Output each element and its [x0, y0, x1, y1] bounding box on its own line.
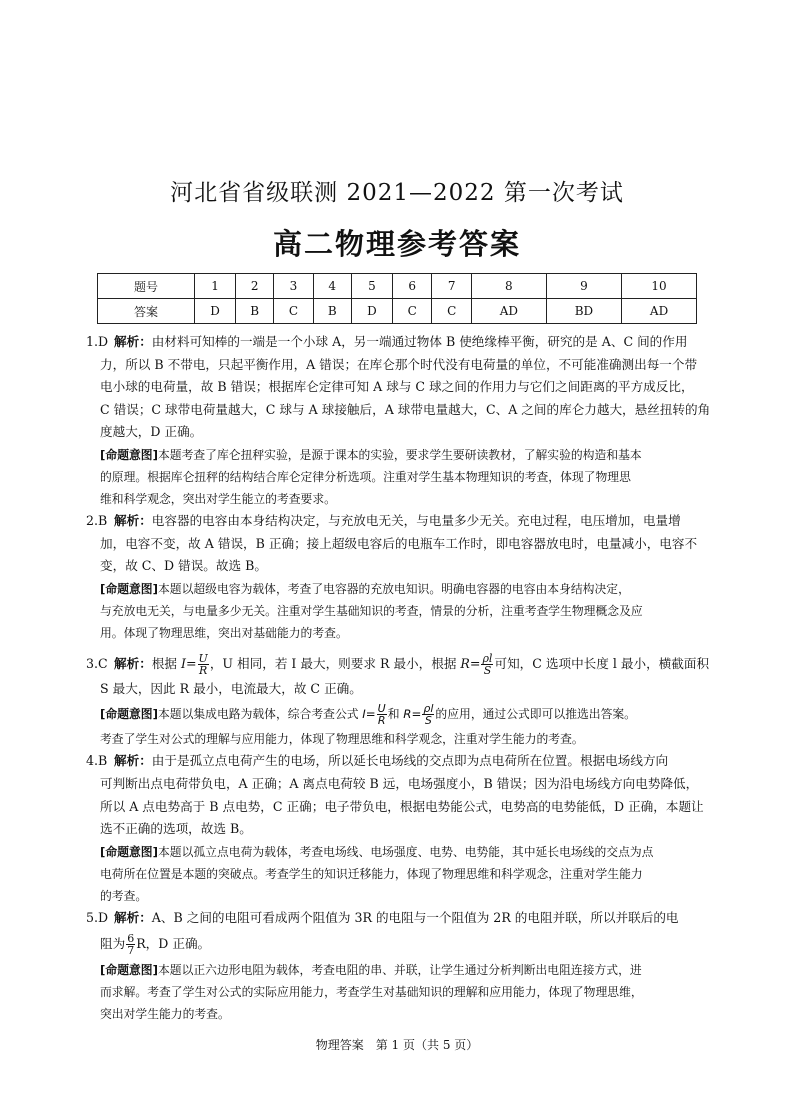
intent-line — [86, 444, 712, 466]
text: 由于是孤立点电荷产生的电场，所以延长电场线的交点即为点电荷所在位置。根据电场线方向 — [151, 753, 669, 769]
text: R，D 正确。 — [136, 936, 211, 952]
formula-symbol: I — [362, 707, 366, 722]
answer-cell: C — [274, 299, 313, 324]
question-head: 4.B — [86, 753, 108, 769]
text: 阻为 — [100, 936, 126, 952]
text: 的应用，通过公式即可以推选出答案。 — [435, 707, 636, 722]
answer-cell: C — [432, 299, 471, 324]
formula-symbol: I — [181, 655, 186, 671]
analysis-label: 解析： — [114, 753, 152, 769]
question-number: 5 — [351, 274, 392, 299]
text: 本题考查了库仑扭秤实验，是源于课本的实验，要求学生要研读教材，了解实验的构造和基本 — [157, 447, 642, 462]
answer-cell: C — [392, 299, 431, 324]
numerator: 6 — [127, 932, 135, 946]
answer-cell: D — [351, 299, 392, 324]
solution-line: 变，故 C、D 错误。故选 B。 — [100, 558, 267, 574]
question-number: 3 — [274, 274, 313, 299]
formula-symbol: U — [198, 651, 208, 665]
row-label: 题号 — [98, 274, 195, 299]
formula-symbol: R — [460, 655, 470, 671]
solution-line: 可判断出点电荷带负电，A 正确；A 离点电荷较 B 远，电场强度小，B 错误；因为沿电场线方向电势降低， — [100, 775, 699, 791]
answer-table — [97, 273, 697, 324]
solution-line: 加，电容不变，故 A 错误，B 正确；接上超级电容后的电瓶车工作时，即电容器放电时，电量减小，电容不 — [100, 535, 698, 551]
intent-line: 考查了学生对公式的理解与应用能力，体现了物理思维和科学观念，注重对学生能力的考查。 — [100, 732, 584, 747]
intent-line: 突出对学生能力的考查。 — [100, 1007, 230, 1022]
question-number: 7 — [432, 274, 471, 299]
answer-cell: D — [194, 299, 235, 324]
intent-label: [命题意图] — [100, 707, 158, 722]
intent-line: 维和科学观念，突出对学生能立的考查要求。 — [100, 491, 336, 506]
denominator — [198, 665, 209, 676]
formula-symbol: S — [483, 663, 492, 677]
question-number: 2 — [236, 274, 274, 299]
table-row — [98, 299, 697, 324]
formula-symbol: = — [185, 655, 197, 671]
solution-line — [86, 650, 712, 678]
intent-line — [86, 959, 712, 981]
text: 本题以集成电路为载体，综合考查公式 — [157, 707, 363, 722]
solution-5 — [86, 907, 712, 1026]
intent-label: [命题意图] — [100, 844, 158, 859]
solution-line: 电小球的电荷量，故 B 错误；根据库仑定律可知 A 球与 C 球之间的作用力与它们之间距离的平方成反比， — [100, 379, 694, 395]
text: A、B 之间的电阻可看成两个阻值为 3R 的电阻与一个阻值为 2R 的电阻并联，所以并联后的电 — [151, 909, 679, 925]
text: ，U 相同，若 I 最大，则要求 R 最小，根据 — [209, 655, 461, 671]
solution-line — [86, 331, 712, 354]
formula-symbol: S — [424, 714, 432, 728]
question-head: 3.C — [86, 655, 108, 671]
formula-fraction — [481, 653, 493, 676]
analysis-label: 解析： — [114, 334, 152, 349]
denominator — [422, 715, 434, 726]
intent-line: 的原理。根据库仑扭秤的结构结合库仑定律分析选项。注重对学生基本物理知识的考查，体现了物理思 — [100, 469, 631, 484]
analysis-label: 解析： — [114, 655, 152, 671]
row-label: 答案 — [98, 299, 195, 324]
question-head: 5.D — [86, 909, 109, 925]
solution-4 — [86, 750, 712, 906]
intent-line: 而求解。考查了学生对公式的实际应用能力，考查学生对基础知识的理解和应用能力，体现了物理思维， — [100, 985, 643, 1000]
intent-line: 用。体现了物理思维，突出对基础能力的考查。 — [100, 625, 348, 640]
intent-label: [命题意图] — [100, 963, 158, 978]
solution-line: C 错误；C 球带电荷量越大，C 球与 A 球接触后，A 球带电量越大，C、A 之间的库仑力越大，悬丝扭转的角 — [100, 401, 711, 417]
text: 和 — [387, 707, 404, 722]
formula-fraction — [126, 933, 135, 956]
question-number: 10 — [622, 274, 697, 299]
solution-line: 力，所以 B 不带电，只起平衡作用，A 错误；在库仑那个时代没有电荷量的单位，不可能准确测出每一个带 — [100, 356, 698, 372]
formula-symbol: = — [469, 655, 481, 671]
formula-symbol: = — [411, 707, 422, 722]
text: 本题以正六边形电阻为载体，考查电阻的串、并联，让学生通过分析判断出电阻连接方式，进 — [157, 963, 642, 978]
solution-line: 所以 A 点电势高于 B 点电势，C 正确；电子带负电，根据电势能公式，电势高的电势能低，D 正确，本题让 — [100, 798, 704, 814]
intent-line: 的考查。 — [100, 888, 148, 903]
formula-symbol: R — [377, 714, 386, 728]
intent-line — [86, 578, 712, 600]
solution-line — [86, 750, 712, 773]
formula-symbol: = — [365, 707, 376, 722]
analysis-label: 解析： — [114, 909, 152, 925]
text: 本题以孤立点电荷为载体，考查电场线、电场强度、电势、电势能，其中延长电场线的交点为点 — [157, 844, 654, 859]
question-number: 6 — [392, 274, 431, 299]
answer-cell: B — [236, 299, 274, 324]
formula-symbol: R — [199, 663, 208, 677]
denominator — [377, 715, 387, 726]
solution-line — [86, 510, 712, 533]
text: 根据 — [151, 655, 181, 671]
text: 可知，C 选项中长度 l 最小，横截面积 — [494, 655, 710, 671]
solution-2 — [86, 510, 712, 644]
formula-symbol: R — [403, 707, 412, 722]
answer-cell: B — [313, 299, 351, 324]
page-footer: 物理答案 第 1 页（共 5 页） — [315, 1038, 479, 1052]
solution-line — [86, 907, 712, 930]
solution-line: 选不正确的选项，故选 B。 — [100, 821, 252, 837]
exam-title: 河北省省级联测 2021—2022 第一次考试 — [170, 180, 624, 206]
intent-line: 与充放电无关，与电量多少无关。注重对学生基础知识的考查，情景的分析，注重考查学生物理概念及应 — [100, 603, 643, 618]
formula-symbol: U — [377, 702, 386, 716]
answer-cell: AD — [622, 299, 697, 324]
answer-cell: AD — [471, 299, 546, 324]
intent-label: [命题意图] — [100, 447, 158, 462]
formula-symbol: ρl — [423, 702, 434, 716]
answer-cell: BD — [546, 299, 621, 324]
text: 电容器的电容由本身结构决定，与充放电无关，与电量多少无关。充电过程，电压增加，电量增 — [151, 512, 681, 528]
question-number: 4 — [313, 274, 351, 299]
text: 由材料可知棒的一端是一个小球 A，另一端通过物体 B 使绝缘棒平衡，研究的是 A、C 间的作用 — [151, 334, 688, 349]
denominator: 7 — [127, 944, 135, 958]
solutions — [86, 331, 712, 1025]
table-row — [98, 274, 697, 299]
question-head: 2.B — [86, 512, 108, 528]
question-head: 1.D — [86, 334, 109, 349]
solution-1 — [86, 331, 712, 510]
intent-line: 电荷所在位置是本题的突破点。考查学生的知识迁移能力，体现了物理思维和科学观念，注重对学生能力 — [100, 866, 643, 881]
question-number: 1 — [194, 274, 235, 299]
intent-line — [86, 700, 712, 728]
solution-line — [86, 929, 712, 959]
intent-line — [86, 841, 712, 863]
page-title: 高二物理参考答案 — [272, 227, 521, 261]
text: 本题以超级电容为载体，考查了电容器的充放电知识。明确电容器的电容由本身结构决定， — [157, 581, 630, 596]
formula-fraction — [377, 703, 387, 726]
question-number: 9 — [546, 274, 621, 299]
solution-3 — [86, 650, 712, 751]
analysis-label: 解析： — [114, 512, 152, 528]
formula-symbol: ρl — [482, 651, 493, 665]
formula-fraction — [422, 703, 434, 726]
denominator — [481, 665, 493, 676]
formula-fraction — [198, 653, 209, 676]
intent-label: [命题意图] — [100, 581, 158, 596]
solution-line: S 最大，因此 R 最小，电流最大，故 C 正确。 — [100, 680, 362, 696]
solution-line: 度越大，D 正确。 — [100, 424, 203, 440]
question-number: 8 — [471, 274, 546, 299]
